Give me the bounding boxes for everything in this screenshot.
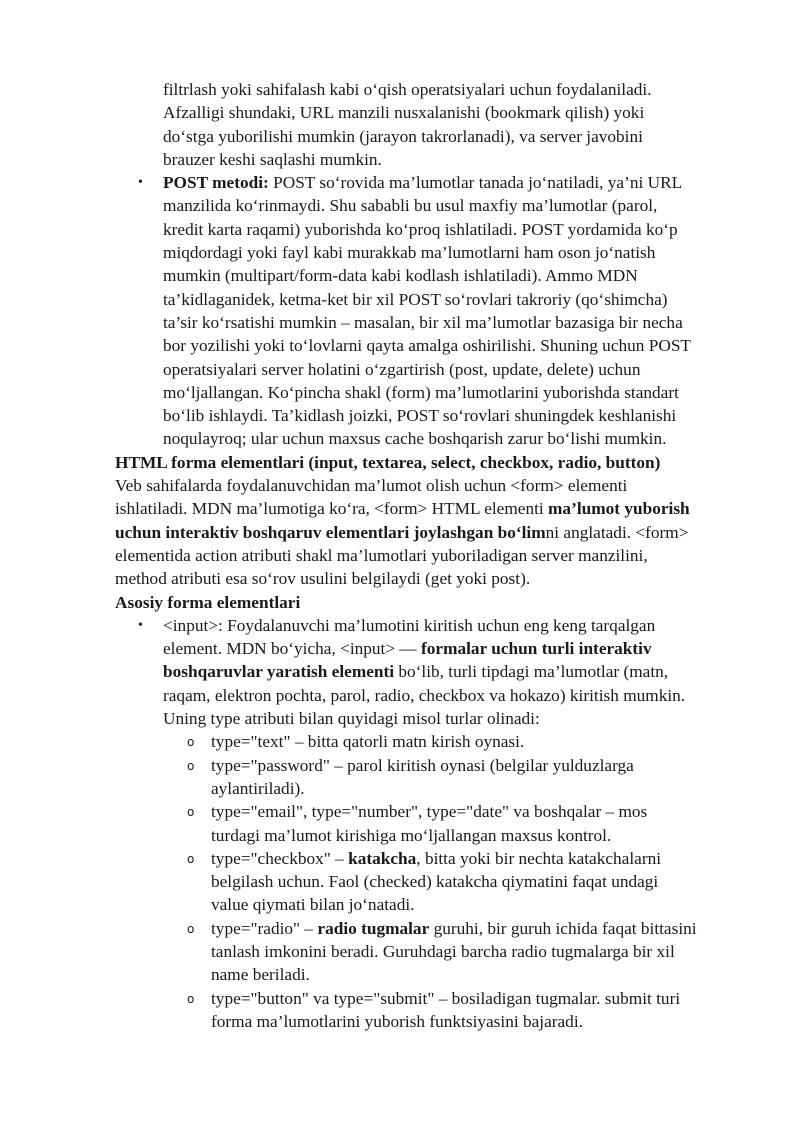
text-line: ta’sir ko‘rsatishi mumkin – masalan, bir xil ma’lumotlar bazasiga bir necha xyxy=(163,312,683,332)
text-line: name beriladi. xyxy=(211,965,310,985)
sub-bullet-marker: o xyxy=(187,735,195,750)
text-line: bo‘lib ishlaydi. Ta’kidlash joizki, POST so‘rovlari shuningdek keshlanishi xyxy=(163,406,677,426)
text-line: ishlatiladi. MDN ma’lumotiga ko‘ra, <form> HTML elementi ma’lumot yuborish xyxy=(115,499,690,519)
text-line: mo‘ljallangan. Ko‘pincha shakl (form) ma’lumotlarini yuborishda standart xyxy=(163,382,679,402)
text-line: tanlash imkonini beradi. Guruhdagi barcha radio tugmalarga bir xil xyxy=(211,941,675,961)
intro-paragraph xyxy=(115,474,755,590)
text-line: noqulayroq; ular uchun maxsus cache boshqarish zarur bo‘lishi mumkin. xyxy=(163,429,667,449)
sub-bullet-marker: o xyxy=(187,805,195,820)
post-method-item xyxy=(115,171,755,451)
text-line: boshqaruvlar yaratish elementi bo‘lib, turli tipdagi ma’lumotlar (matn, xyxy=(163,662,669,682)
text-line: Afzalligi shundaki, URL manzili nusxalanishi (bookmark qilish) yoki xyxy=(163,103,645,123)
document-page xyxy=(115,78,755,1033)
text-line: value qiymati bilan jo‘natadi. xyxy=(211,895,415,915)
text-line: ta’kidlaganidek, ketma-ket bir xil POST so‘rovlari takroriy (qo‘shimcha) xyxy=(163,289,668,309)
text-line: raqam, elektron pochta, parol, radio, checkbox va hokazo) kiritish mumkin. xyxy=(163,685,686,705)
post-method-label: POST metodi: xyxy=(163,173,269,193)
text-line: uchun interaktiv boshqaruv elementlari joylashgan bo‘limni anglatadi. <form> xyxy=(115,522,689,542)
text-line: aylantiriladi). xyxy=(211,778,305,798)
text-line: bor yozilishi yoki to‘lovlarni qayta amalga oshirilishi. Shuning uchun POST xyxy=(163,336,691,356)
type-text-item xyxy=(115,730,755,753)
text-line: brauzer keshi saqlashi mumkin. xyxy=(163,149,382,169)
sub-bullet-marker: o xyxy=(187,921,195,936)
text-line: do‘stga yuborilishi mumkin (jarayon takrorlanadi), va server javobini xyxy=(163,126,643,146)
get-method-continuation xyxy=(115,78,755,171)
section-heading-html-form-elements: HTML forma elementlari (input, textarea, select, checkbox, radio, button) xyxy=(115,452,661,472)
bullet-marker: • xyxy=(138,617,143,633)
text-line: Uning type atributi bilan quyidagi misol turlar olinadi: xyxy=(163,709,540,729)
text-line: mumkin (multipart/form-data kabi kodlash ishlatiladi). Ammo MDN xyxy=(163,266,638,286)
type-checkbox-item xyxy=(115,847,755,917)
type-button-item xyxy=(115,987,755,1034)
sub-bullet-marker: o xyxy=(187,991,195,1006)
text-line: type="password" – parol kiritish oynasi (belgilar yulduzlarga xyxy=(211,755,634,775)
type-email-item xyxy=(115,800,755,847)
text-line: kredit karta raqami) yuborishda ko‘proq ishlatiladi. POST yordamida ko‘p xyxy=(163,219,678,239)
text-line: Veb sahifalarda foydalanuvchidan ma’lumot olish uchun <form> elementi xyxy=(115,476,628,496)
sub-bullet-marker: o xyxy=(187,851,195,866)
text-line: type="radio" – radio tugmalar guruhi, bir guruh ichida faqat bittasini xyxy=(211,918,697,938)
bullet-marker: • xyxy=(138,175,143,191)
text-line: type="email", type="number", type="date" va boshqalar – mos xyxy=(211,802,648,822)
text-line: POST metodi: POST so‘rovida ma’lumotlar tanada jo‘natiladi, ya’ni URL xyxy=(163,173,683,193)
text-line: method atributi esa so‘rov usulini belgilaydi (get yoki post). xyxy=(115,569,531,589)
text-line: turdagi ma’lumot kirishiga mo‘ljallangan maxsus kontrol. xyxy=(211,825,612,845)
sub-bullet-marker: o xyxy=(187,758,195,773)
section-heading-main-form-elements: Asosiy forma elementlari xyxy=(115,592,301,612)
text-line: belgilash uchun. Faol (checked) katakcha qiymatini faqat undagi xyxy=(211,872,659,892)
text-line: miqdordagi yoki fayl kabi murakkab ma’lumotlarni ham oson jo‘natish xyxy=(163,243,656,263)
text-line: type="text" – bitta qatorli matn kirish oynasi. xyxy=(211,732,525,752)
type-password-item xyxy=(115,754,755,801)
text-line: manzilida ko‘rinmaydi. Shu sababli bu usul maxfiy ma’lumotlar (parol, xyxy=(163,196,658,216)
text-line: elementida action atributi shakl ma’lumotlari yuboriladigan server manzilini, xyxy=(115,545,648,565)
text-line: <input>: Foydalanuvchi ma’lumotini kiritish uchun eng keng tarqalgan xyxy=(163,615,656,635)
text-line: element. MDN bo‘yicha, <input> — formalar uchun turli interaktiv xyxy=(163,639,652,659)
input-element-item xyxy=(115,614,755,730)
text-line: filtrlash yoki sahifalash kabi o‘qish operatsiyalari uchun foydalaniladi. xyxy=(163,80,652,99)
type-radio-item xyxy=(115,917,755,987)
text-line: forma ma’lumotlarini yuborish funktsiyasini bajaradi. xyxy=(211,1011,583,1031)
text-line: type="checkbox" – katakcha, bitta yoki bir nechta katakchalarni xyxy=(211,848,662,868)
text-line: operatsiyalari server holatini o‘zgartirish (post, update, delete) uchun xyxy=(163,359,641,379)
text-line: type="button" va type="submit" – bosiladigan tugmalar. submit turi xyxy=(211,988,681,1008)
